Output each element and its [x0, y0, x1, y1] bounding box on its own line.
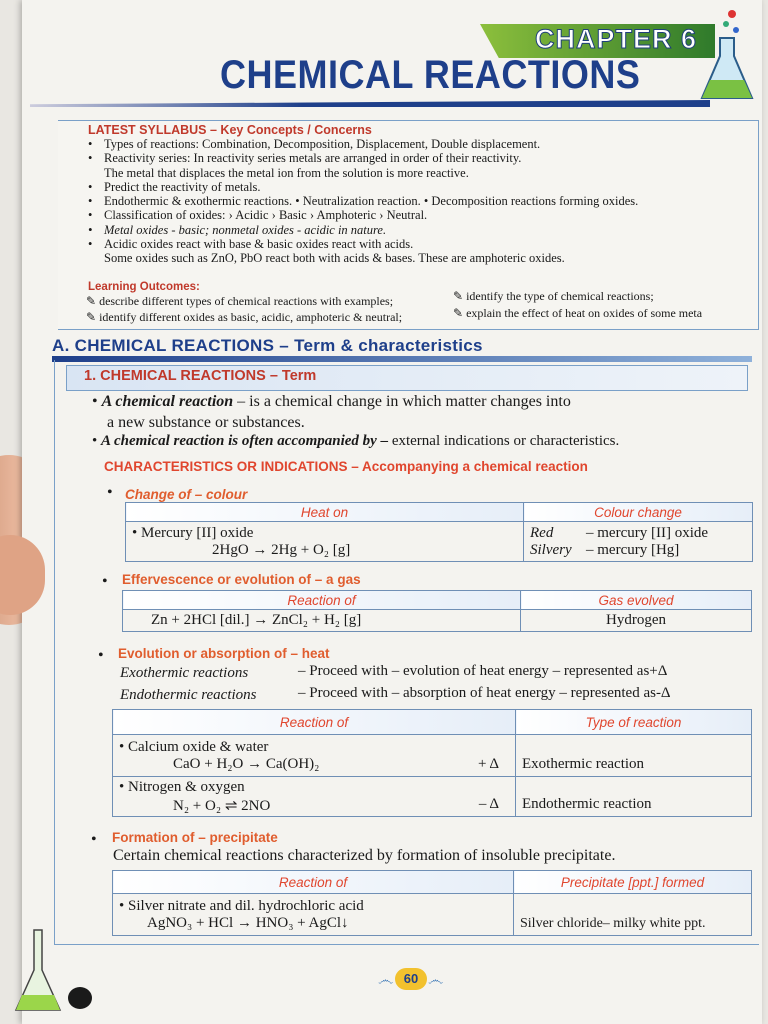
- exo-text: – Proceed with – evolution of heat energy – represented as+Δ: [298, 663, 668, 679]
- syllabus-item: • Acidic oxides react with base & basic oxides react with acids.: [86, 237, 756, 251]
- accompanied-line: • A chemical reaction is often accompanied by – external indications or characteristics.: [92, 433, 620, 449]
- reaction-type: Exothermic reaction: [516, 735, 752, 777]
- equation: 2HgO → 2Hg + O₂ [g]: [212, 541, 351, 558]
- bullet: •: [98, 647, 104, 664]
- outcomes-heading: Learning Outcomes:: [88, 281, 200, 293]
- chapter-label: CHAPTER 6: [535, 24, 698, 54]
- equation: CaO + H₂O → Ca(OH)₂: [173, 755, 320, 772]
- cell-line: • Mercury [II] oxide: [132, 524, 254, 541]
- table-cell: [113, 894, 514, 936]
- colour-label: Silvery: [530, 541, 572, 558]
- precipitate-heading: Formation of – precipitate: [112, 830, 278, 845]
- subsection-title: 1. CHEMICAL REACTIONS – Term: [84, 368, 317, 384]
- equation: N₂ + O₂ ⇌ 2NO: [173, 797, 271, 814]
- cell-line: [119, 796, 509, 815]
- colour-heading: Change of – colour: [125, 487, 248, 502]
- accompanied-term: A chemical reaction is often accompanied by –: [101, 433, 389, 449]
- precipitate-result: Silver chloride– milky white ppt.: [514, 894, 752, 936]
- table-cell: [113, 777, 516, 817]
- equation: AgNO₃ + HCl → HNO₃ + AgCl↓: [147, 914, 349, 931]
- col-header: Reaction of: [113, 710, 516, 735]
- endo-label: Endothermic reactions: [120, 687, 257, 703]
- outcome-item: ✎ identify different oxides as basic, acidic, amphoteric & neutral;: [86, 310, 403, 324]
- endo-text: – Proceed with – absorption of heat energy – represented as-Δ: [298, 685, 671, 701]
- exo-label: Exothermic reactions: [120, 665, 249, 681]
- chapter-title: CHEMICAL REACTIONS: [220, 51, 641, 97]
- gas-table: [122, 590, 752, 632]
- cell-line: • Silver nitrate and dil. hydrochloric acid: [119, 897, 364, 914]
- cell-line: [530, 542, 746, 559]
- gas-result: Hydrogen: [521, 610, 752, 632]
- swirl-icon: ෴: [378, 972, 394, 989]
- cell-line: • Calcium oxide & water: [119, 738, 269, 755]
- outcome-text: explain the effect of heat on oxides of some meta: [466, 306, 703, 320]
- outcome-item: ✎ explain the effect of heat on oxides of some meta: [453, 306, 703, 320]
- heat-table: [112, 709, 752, 817]
- flask-icon: [698, 8, 756, 104]
- definition-text: – is a chemical change in which matter changes into: [233, 393, 571, 410]
- outcome-item: ✎ describe different types of chemical reactions with examples;: [86, 294, 394, 308]
- heat-heading: Evolution or absorption of – heat: [118, 646, 330, 661]
- cell-line: [530, 525, 746, 542]
- cell-line: [119, 756, 509, 773]
- equation: Zn + 2HCl [dil.] → ZnCl₂ + H₂ [g]: [123, 610, 521, 632]
- col-header: Type of reaction: [516, 710, 752, 735]
- bullet: •: [91, 831, 97, 848]
- definition-line-2: a new substance or substances.: [107, 414, 305, 431]
- col-header: Gas evolved: [521, 591, 752, 610]
- table-cell: [524, 522, 753, 562]
- syllabus-box: [58, 120, 759, 330]
- colour-label: Red: [530, 524, 554, 541]
- precipitate-table: [112, 870, 752, 936]
- reactant-label: Silver nitrate and dil. hydrochloric acid: [128, 897, 364, 914]
- syllabus-heading: LATEST SYLLABUS – Key Concepts / Concerns: [88, 123, 372, 137]
- table-cell: [113, 735, 516, 777]
- syllabus-item: • Reactivity series: In reactivity series metals are arranged in order of their reactivity.: [86, 151, 756, 165]
- accompanied-text: external indications or characteristics.: [388, 433, 620, 449]
- col-header: Reaction of: [123, 591, 521, 610]
- syllabus-item: The metal that displaces the metal ion from the solution is more reactive.: [104, 165, 469, 180]
- conical-flask-icon: [12, 925, 92, 1015]
- bullet: •: [102, 573, 108, 590]
- syllabus-item: • Types of reactions: Combination, Decomposition, Displacement, Double displacement.: [86, 137, 756, 151]
- syllabus-item: • Classification of oxides: › Acidic › Basic › Amphoteric › Neutral.: [86, 208, 756, 222]
- section-title: A. CHEMICAL REACTIONS – Term & characteristics: [52, 336, 483, 355]
- precipitate-text: Certain chemical reactions characterized by formation of insoluble precipitate.: [113, 847, 616, 864]
- definition-line: • A chemical reaction – is a chemical change in which matter changes into: [92, 393, 571, 410]
- col-header: Heat on: [126, 503, 524, 522]
- colour-table: [125, 502, 753, 562]
- outcome-text: identify the type of chemical reactions;: [466, 289, 654, 303]
- outcome-text: identify different oxides as basic, acidic, amphoteric & neutral;: [99, 310, 403, 324]
- col-header: Reaction of: [113, 871, 514, 894]
- colour-text: – mercury [II] oxide: [586, 524, 709, 541]
- outcome-item: ✎ identify the type of chemical reactions;: [453, 289, 654, 303]
- syllabus-item: Some oxides such as ZnO, PbO react both with acids & bases. These are amphoteric oxides.: [104, 251, 565, 266]
- reaction-type: Endothermic reaction: [516, 777, 752, 817]
- heat-sign: – Δ: [478, 795, 499, 812]
- col-header: Precipitate [ppt.] formed: [514, 871, 752, 894]
- definition-term: A chemical reaction: [101, 393, 234, 410]
- syllabus-item: • Metal oxides - basic; nonmetal oxides - acidic in nature.: [86, 223, 756, 237]
- outcome-text: describe different types of chemical reactions with examples;: [99, 294, 394, 308]
- syllabus-item: • Predict the reactivity of metals.: [86, 180, 756, 194]
- gas-heading: Effervescence or evolution of – a gas: [122, 572, 361, 587]
- table-cell: [126, 522, 524, 562]
- swirl-icon: ෴: [428, 972, 444, 989]
- bullet: •: [107, 484, 113, 501]
- characteristics-heading: CHARACTERISTICS OR INDICATIONS – Accompanying a chemical reaction: [104, 459, 588, 474]
- reactant-label: Nitrogen & oxygen: [128, 778, 245, 795]
- syllabus-item: • Endothermic & exothermic reactions. • Neutralization reaction. • Decomposition reactions forming oxides.: [86, 194, 756, 208]
- syllabus-list: [86, 137, 756, 266]
- reactant-label: Calcium oxide & water: [128, 738, 269, 755]
- cell-line: • Nitrogen & oxygen: [119, 778, 245, 795]
- heat-sign: + Δ: [477, 755, 499, 772]
- page-number: 60: [395, 968, 427, 990]
- reactant-label: Mercury [II] oxide: [141, 524, 254, 541]
- colour-text: – mercury [Hg]: [586, 541, 680, 558]
- col-header: Colour change: [524, 503, 753, 522]
